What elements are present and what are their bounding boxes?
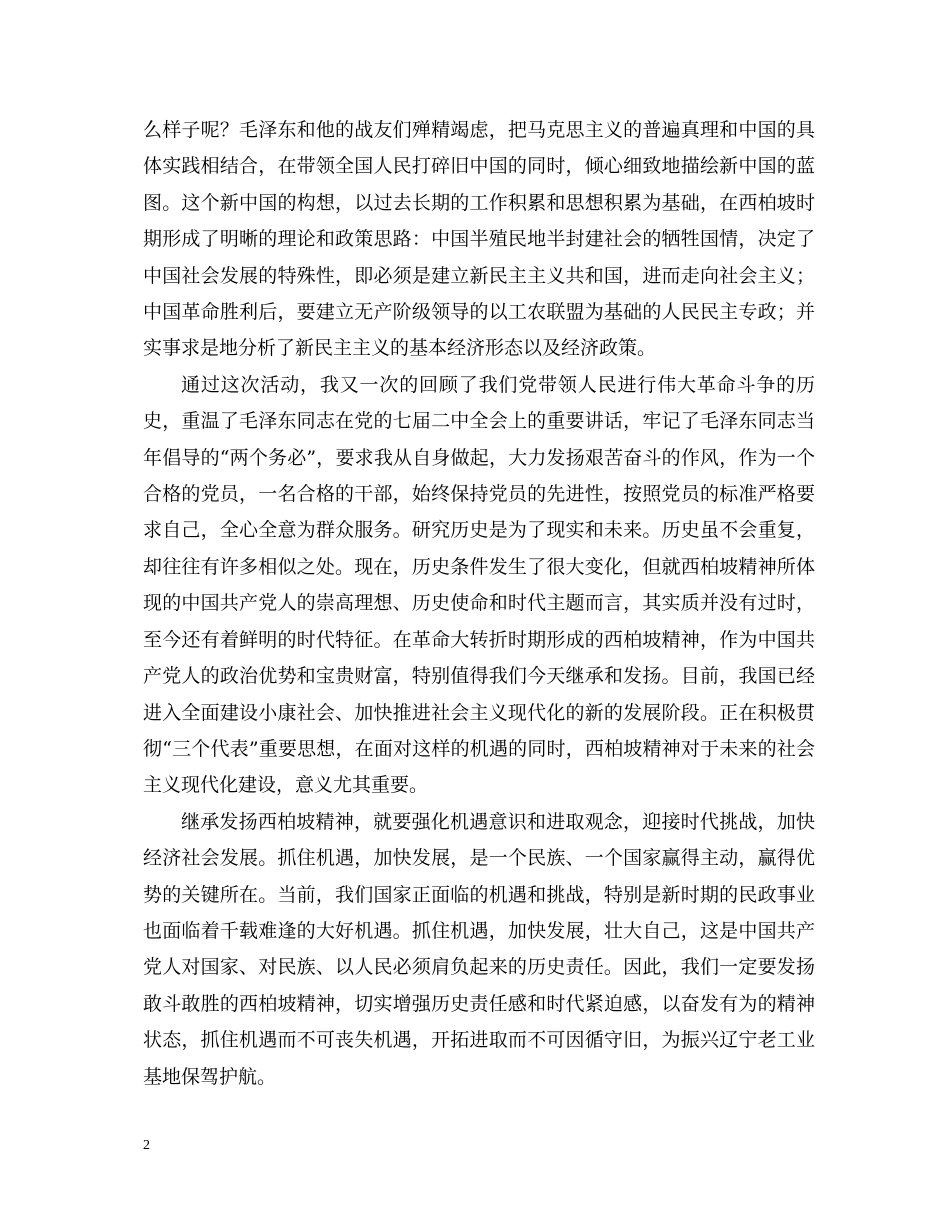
paragraph-2: 通过这次活动，我又一次的回顾了我们党带领人民进行伟大革命斗争的历史，重温了毛泽东同志在党的七届二中全会上的重要讲话，牢记了毛泽东同志当年倡导的“两个务必”，要求我从自身做起，大力发扬艰苦奋斗的作风，作为一个合格的党员，一名合格的干部，始终保持党员的先进性，按照党员的标准严格要求自己，全心全意为群众服务。研究历史是为了现实和未来。历史虽不会重复，却往往有许多相似之处。现在，历史条件发生了很大变化，但就西柏坡精神所体现的中国共产党人的崇高理想、历史使命和时代主题而言，其实质并没有过时，至今还有着鲜明的时代特征。在革命大转折时期形成的西柏坡精神，作为中国共产党人的政治优势和宝贵财富，特别值得我们今天继承和发扬。目前，我国已经进入全面建设小康社会、加快推进社会主义现代化的新的发展阶段。正在积极贯彻“三个代表”重要思想，在面对这样的机遇的同时，西柏坡精神对于未来的社会主义现代化建设，意义尤其重要。: [143, 373, 815, 797]
document-body: [143, 112, 815, 1095]
paragraph-3: 继承发扬西柏坡精神，就要强化机遇意识和进取观念，迎接时代挑战，加快经济社会发展。抓住机遇，加快发展，是一个民族、一个国家赢得主动，赢得优势的关键所在。当前，我们国家正面临的机遇和挑战，特别是新时期的民政事业也面临着千载难逢的大好机遇。抓住机遇，加快发展，壮大自己，这是中国共产党人对国家、对民族、以人民必须肩负起来的历史责任。因此，我们一定要发扬敢斗敢胜的西柏坡精神，切实增强历史责任感和时代紧迫感，以奋发有为的精神状态，抓住机遇而不可丧失机遇，开拓进取而不可因循守旧，为振兴辽宁老工业基地保驾护航。: [143, 810, 815, 1088]
page-number: 2: [143, 1138, 150, 1153]
paragraph-1: 么样子呢？毛泽东和他的战友们殚精竭虑，把马克思主义的普遍真理和中国的具体实践相结合，在带领全国人民打碎旧中国的同时，倾心细致地描绘新中国的蓝图。这个新中国的构想，以过去长期的工作积累和思想积累为基础，在西柏坡时期形成了明晰的理论和政策思路：中国半殖民地半封建社会的牺牲国情，决定了中国社会发展的特殊性，即必须是建立新民主主义共和国，进而走向社会主义；中国革命胜利后，要建立无产阶级领导的以工农联盟为基础的人民民主专政；并实事求是地分析了新民主主义的基本经济形态以及经济政策。: [143, 119, 815, 360]
